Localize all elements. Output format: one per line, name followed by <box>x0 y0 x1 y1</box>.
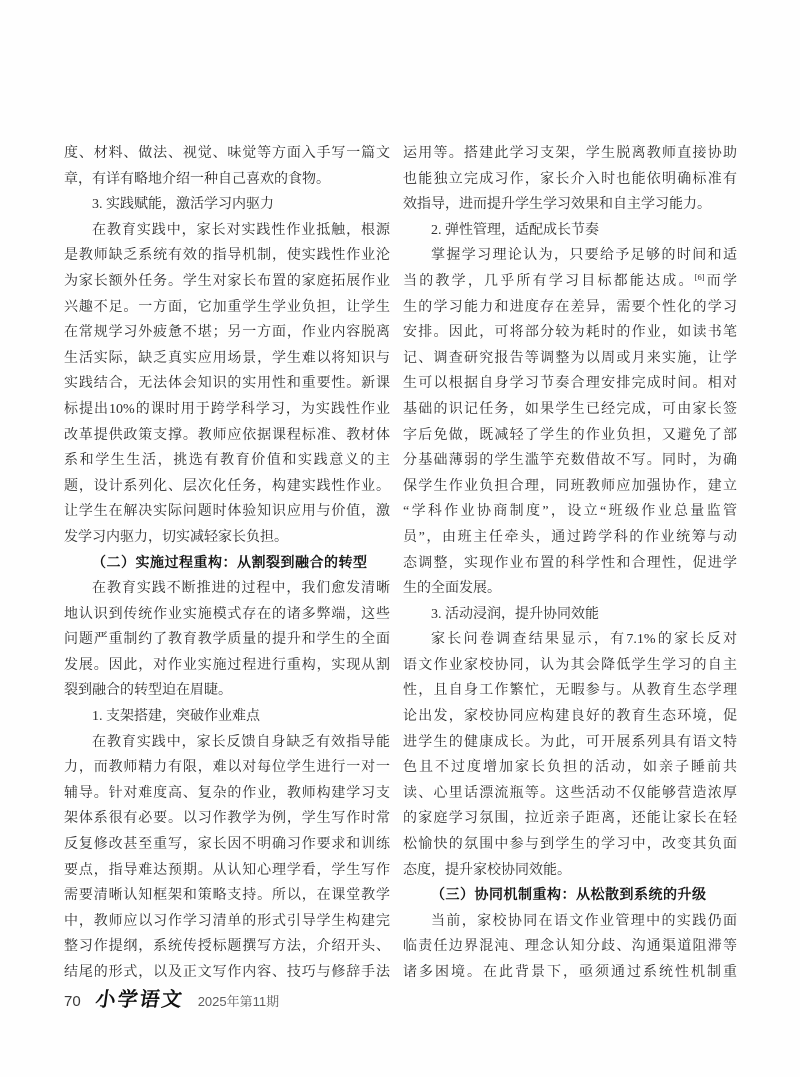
section-heading: （二）实施过程重构：从割裂到融合的转型 <box>92 555 368 571</box>
text-line: 论出发，家校协同应构建良好的教育生态环境，促 <box>403 709 737 725</box>
text-line: 题，设计系列化、层次化任务，构建实践性作业。 <box>64 478 390 494</box>
right-text-column <box>403 141 737 986</box>
text-line: 在教育实践不断推进的过程中，我们愈发清晰 <box>92 581 390 597</box>
text-line: 兴趣不足。一方面，它加重学生学业负担，让学生 <box>64 299 390 315</box>
text-line: 家长问卷调查结果显示，有7.1%的家长反对 <box>431 632 737 648</box>
text-line: 安排。因此，可将部分较为耗时的作业，如读书笔 <box>403 325 737 341</box>
text-line: 2. 弹性管理，适配成长节奏 <box>431 222 599 238</box>
text-line: 系和学生生活，挑选有教育价值和实践意义的主 <box>64 453 390 469</box>
text-line: 生的全面发展。 <box>403 581 501 597</box>
text-line: 1. 支架搭建，突破作业难点 <box>92 709 260 725</box>
text-line: 辅导。针对难度高、复杂的作业，教师构建学习支 <box>64 785 390 801</box>
text-line: 要点，指导难达预期。从认知心理学看，学生写作 <box>64 862 390 878</box>
text-line: 发展。因此，对作业实施过程进行重构，实现从割 <box>64 657 390 673</box>
text-line: 发学习内驱力，切实减轻家长负担。 <box>64 529 288 545</box>
issue-info: 2025年第11期 <box>197 994 280 1009</box>
text-line: 度、材料、做法、视觉、味觉等方面入手写一篇文 <box>64 146 390 161</box>
text-line: 效指导，进而提升学生学习效果和自主学习能力。 <box>403 197 711 213</box>
text-line: 反复修改甚至重写，家长因不明确习作要求和训练 <box>64 837 390 853</box>
text-line: 生活实际，缺乏真实应用场景，学生难以将知识与 <box>64 350 390 366</box>
text-line: 是教师缺乏系统有效的指导机制，使实践性作业沦 <box>64 248 390 264</box>
text-line: 色且不过度增加家长负担的活动，如亲子睡前共 <box>403 760 737 776</box>
footnote-reference: [6] <box>694 271 705 282</box>
text-line: 态度，提升家校协同效能。 <box>403 862 571 878</box>
text-line: 记、调查研究报告等调整为以周或月来实施，让学 <box>403 350 737 366</box>
journal-logo: 小学语文 <box>93 989 185 1011</box>
text-line: 问题严重制约了教育教学质量的提升和学生的全面 <box>64 632 390 648</box>
text-line: 地认识到传统作业实施模式存在的诸多弊端，这些 <box>64 606 390 622</box>
text-line: 在教育实践中，家长对实践性作业抵触，根源 <box>92 222 390 238</box>
text-segment: 而学 <box>704 273 737 289</box>
section-heading: （三）协同机制重构：从松散到系统的升级 <box>431 888 707 904</box>
text-line: 当前，家校协同在语文作业管理中的实践仍面 <box>431 913 737 929</box>
left-text-column <box>64 141 390 986</box>
text-segment: 当的教学，几乎所有学习目标都能达成。 <box>403 273 695 289</box>
text-line: 让学生在解决实际问题时体验知识应用与价值，激 <box>64 504 390 520</box>
text-line: 松愉快的氛围中参与到学生的学习中，改变其负面 <box>403 837 737 853</box>
text-line: 字后免做，既减轻了学生的作业负担，又避免了部 <box>403 427 737 443</box>
text-line: 临责任边界混沌、理念认知分歧、沟通渠道阻滞等 <box>403 939 737 955</box>
text-line: 掌握学习理论认为，只要给予足够的时间和适 <box>431 248 737 264</box>
text-line: 态调整，实现作业布置的科学性和合理性，促进学 <box>403 555 737 571</box>
text-line: 分基础薄弱的学生滥竽充数借故不写。同时，为确 <box>403 453 737 469</box>
text-line: 实践结合，无法体会知识的实用性和重要性。新课 <box>64 376 390 392</box>
page-number: 70 <box>64 993 81 1010</box>
text-line: 语文作业家校协同，认为其会降低学生学习的自主 <box>403 657 737 673</box>
text-line: 架体系很有必要。以习作教学为例，学生写作时常 <box>64 811 390 827</box>
text-line: “学科作业协商制度”，设立“班级作业总量监管 <box>403 504 737 520</box>
text-line: 运用等。搭建此学习支架，学生脱离教师直接协助 <box>403 146 737 161</box>
text-line: 基础的识记任务，如果学生已经完成，可由家长签 <box>403 401 737 417</box>
text-line: 3. 活动浸润，提升协同效能 <box>431 606 599 622</box>
text-line: 需要清晰认知框架和策略支持。所以，在课堂教学 <box>64 888 390 904</box>
text-line: 也能独立完成习作，家长介入时也能依明确标准有 <box>403 171 737 187</box>
text-line: 在教育实践中，家长反馈自身缺乏有效指导能 <box>92 734 390 750</box>
text-line: 读、心里话漂流瓶等。这些活动不仅能够营造浓厚 <box>403 785 737 801</box>
text-line: 改革提供政策支撑。教师应依据课程标准、教材体 <box>64 427 390 443</box>
text-line: 3. 实践赋能，激活学习内驱力 <box>92 197 274 213</box>
text-line: 为家长额外任务。学生对家长布置的家庭拓展作业 <box>64 273 390 289</box>
text-line: 标提出10%的课时用于跨学科学习，为实践性作业 <box>64 401 390 417</box>
text-line: 在常规学习外疲惫不堪；另一方面，作业内容脱离 <box>64 325 390 341</box>
text-line: 整习作提纲，系统传授标题撰写方法，介绍开头、 <box>64 939 390 955</box>
text-line: 保学生作业负担合理，同班教师应加强协作，建立 <box>403 478 737 494</box>
text-line: 力，而教师精力有限，难以对每位学生进行一对一 <box>64 760 390 776</box>
text-line: 员”，由班主任牵头，通过跨学科的作业统筹与动 <box>403 529 737 545</box>
text-line: 裂到融合的转型迫在眉睫。 <box>64 683 232 699</box>
text-line: 诸多困境。在此背景下，亟须通过系统性机制重 <box>403 965 737 980</box>
text-line: 结尾的形式，以及正文写作内容、技巧与修辞手法 <box>64 965 390 980</box>
text-line <box>403 269 737 295</box>
text-line: 生的学习能力和进度存在差异，需要个性化的学习 <box>403 299 737 315</box>
page-footer <box>64 983 279 1012</box>
text-line: 章，有详有略地介绍一种自己喜欢的食物。 <box>64 171 330 187</box>
text-line: 进学生的健康成长。为此，可开展系列具有语文特 <box>403 734 737 750</box>
text-line: 性，且自身工作繁忙，无暇参与。从教育生态学理 <box>403 683 737 699</box>
text-line: 的家庭学习氛围，拉近亲子距离，还能让家长在轻 <box>403 811 737 827</box>
text-line: 生可以根据自身学习节奏合理安排完成时间。相对 <box>403 376 737 392</box>
text-line: 中，教师应以习作学习清单的形式引导学生构建完 <box>64 913 390 929</box>
